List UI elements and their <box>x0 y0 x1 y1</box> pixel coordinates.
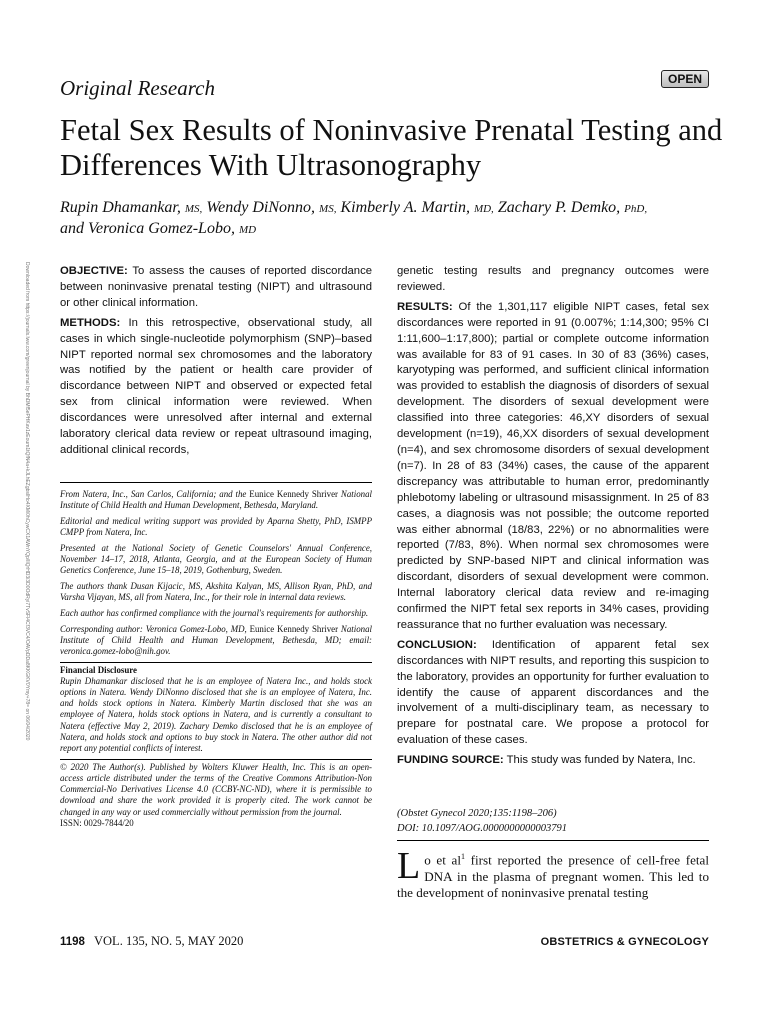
corresponding-text-end: National Institute of Child Health and Human Development, Bethesda, MD; email: veronica.gomez-lobo@nih.gov. <box>60 623 372 656</box>
results-label: RESULTS: <box>397 300 453 313</box>
affiliation-note <box>60 489 372 511</box>
affiliation-text: From Natera, Inc., San Carlos, California; and the <box>60 489 250 499</box>
author-name: Zachary P. Demko, <box>497 199 621 216</box>
acknowledgment-note: The authors thank Dusan Kijacic, MS, Akshita Kalyan, MS, Allison Ryan, PhD, and Varsha Vijayan, MS, all from Natera, Inc., for their role in internal data reviews. <box>60 580 372 603</box>
abstract-conclusion <box>397 638 709 749</box>
article-title: Fetal Sex Results of Noninvasive Prenatal Testing and Differences With Ultrasonography <box>60 113 723 182</box>
financial-disclosure <box>60 662 372 755</box>
author-name: Kimberly A. Martin, <box>340 199 470 216</box>
author-credential: MD <box>238 224 257 236</box>
watermark-text: Downloaded from https://journals.lww.com/greenjournal by BhDMf5ePHKav1zEoum1tQfN4a+kJLhEZgbsIHo4XMi0hCywCX1AWnYQp/IlQrHD3i3D0OdRyi7TvSFl4Cf3VC4/OAVpDDa8KKGKV0Ymy+78= on 06/04/2020 <box>24 262 30 741</box>
abstract-divider <box>397 840 709 841</box>
compliance-note: Each author has confirmed compliance with the journal's requirements for authorship. <box>60 607 369 618</box>
volume-info: VOL. 135, NO. 5, MAY 2020 <box>94 934 244 948</box>
license-block <box>60 759 372 829</box>
results-text: Of the 1,301,117 eligible NIPT cases, fetal sex discordances were reported in 91 (0.007%; 1:14,300; 95% CI 1:11,600–1:17,800); partial or complete outcome information was available for 83 of 91 cases. In 30 of 83 (36%) cases, karyotyping was performed, and sufficient clinical information was provided to establish the diagnosis of disorders of sexual development. The disorders of sexual development were classified into three categories: 46,XY disorders of sexual development (n=19), 46,XX disorders of sexual development (n=4), and sex chromosome disorders of sexual development (n=7). In 28 of 83 (34%) cases, the cause of the apparent discrepancy was attributable to human error, predominantly phlebotomy labeling or ultrasound misassignment. In 25 of 83 cases, a diagnosis was not possible; the outcome reported was either abnormal (18/83, 22%) or no abnormalities were reported (7/83, 8%). When normal sex chromosomes were predicted by SNP-based NIPT and clinical information was discordant, disorders of sexual development were common. Internal laboratory clerical data review and re-imaging confirmed the NIPT fetal sex reports in 34% cases, providing reassurance that no further evaluation was necessary. <box>397 300 709 631</box>
open-access-badge: OPEN <box>661 70 709 88</box>
license-text: © 2020 The Author(s). Published by Wolters Kluwer Health, Inc. This is an open-access article distributed under the terms of the Creative Commons Attribution-Non Commercial-No Derivatives License 4.0 (CCBY-NC-ND), where it is permissible to download and share the work provided it is properly cited. The work cannot be changed in any way or used commercially without permission from the journal. <box>60 761 372 817</box>
abstract-right <box>397 264 709 773</box>
financial-disclosure-heading: Financial Disclosure <box>60 664 138 675</box>
methods-continued: genetic testing results and pregnancy outcomes were reviewed. <box>397 265 709 293</box>
author-list <box>60 198 740 240</box>
download-watermark <box>22 262 34 782</box>
author-name: and Veronica Gomez-Lobo, <box>60 220 235 237</box>
affiliation-text-end: National Institute of Child Health and Human Development, Bethesda, Maryland. <box>60 489 372 511</box>
abstract-left <box>60 264 372 463</box>
author-name: Wendy DiNonno, <box>206 199 316 216</box>
conclusion-label: CONCLUSION: <box>397 638 477 651</box>
section-label: Original Research <box>60 76 215 100</box>
issn: ISSN: 0029-7844/20 <box>60 817 134 828</box>
author-credential: MS, <box>184 203 203 215</box>
affiliation-institute: Eunice Kennedy Shriver <box>249 489 338 499</box>
editorial-note: Editorial and medical writing support was provided by Aparna Shetty, PhD, ISMPP CMPP from Natera, Inc. <box>60 515 372 538</box>
author-credential: PhD, <box>624 203 648 215</box>
corresponding-author-note <box>60 624 372 658</box>
drop-cap: L <box>397 845 421 887</box>
author-name: Rupin Dhamankar, <box>60 199 181 216</box>
corresponding-text: Corresponding author: Veronica Gomez-Lobo, MD, <box>60 623 250 634</box>
body-paragraph <box>397 845 709 901</box>
page-number: 1198 <box>60 936 85 948</box>
abstract-results <box>397 300 709 634</box>
conclusion-text: Identification of apparent fetal sex discordances with NIPT results, and reporting this suspicion to the laboratory, provides an opportunity for further evaluation to identify the cause of apparent discordances and the involvement of a multi-disciplinary team, as necessary to prepare for postnatal care. We propose a protocol for evaluation of these cases. <box>397 638 710 747</box>
author-credential: MS, <box>319 203 337 215</box>
abstract-funding <box>397 753 709 769</box>
body-text: first reported the presence of cell-free fetal DNA in the plasma of pregnant women. This led to the development of noninvasive prenatal testing <box>397 852 709 900</box>
financial-disclosure-text: Rupin Dhamankar disclosed that he is an employee of Natera Inc., and holds stock options in Natera. Wendy DiNonno disclosed that she is an employee of Natera, Inc. and holds stock options in Natera. Kimberly Martin disclosed that she was an employee of Natera, holds stock options in Natera, and is currently a consultant to Natera (effective May 2, 2019). Zachary Demko disclosed that he is an employee of Natera, and holds stock and options to buy stock in Natera. The other author did not report any potential conflicts of interest. <box>60 675 372 754</box>
corresponding-institute: Eunice Kennedy Shriver <box>249 623 339 634</box>
citation-ref: (Obstet Gynecol 2020;135:1198–206) <box>397 808 557 819</box>
article-footnotes <box>60 489 372 829</box>
methods-text: In this retrospective, observational study, all cases in which single-nucleotide polymorphism (SNP)–based NIPT reported normal sex chromosomes and the laboratory was notified by the patient or health care provider of discordance between NIPT and observed or expected fetal sex from clinical information were reviewed. When discordances were unresolved after internal and external laboratory clerical data review or repeat ultrasound imaging, additional clinical records, <box>60 316 373 456</box>
footnote-divider <box>60 482 372 483</box>
abstract-objective <box>60 264 372 312</box>
journal-name: OBSTETRICS & GYNECOLOGY <box>540 936 709 948</box>
objective-text: To assess the causes of reported discordance between noninvasive prenatal testing (NIPT) and ultrasound or other clinical information. <box>60 265 372 309</box>
journal-citation <box>397 806 709 836</box>
objective-label: OBJECTIVE: <box>60 265 128 277</box>
funding-label: FUNDING SOURCE: <box>397 754 504 767</box>
author-credential: MD, <box>473 203 494 215</box>
methods-label: METHODS: <box>60 316 121 329</box>
presented-note: Presented at the National Society of Genetic Counselors' Annual Conference, November 14–17, 2018, Atlanta, Georgia, and at the European Society of Human Genetics Conference, June 15–18, 2019, Gothenburg, Sweden. <box>60 542 372 576</box>
doi-link[interactable]: DOI: 10.1097/AOG.0000000000003791 <box>397 823 568 834</box>
abstract-methods <box>60 316 372 459</box>
funding-text: This study was funded by Natera, Inc. <box>506 754 696 767</box>
reference-superscript[interactable]: 1 <box>461 852 466 861</box>
body-start: o et al <box>424 852 462 868</box>
